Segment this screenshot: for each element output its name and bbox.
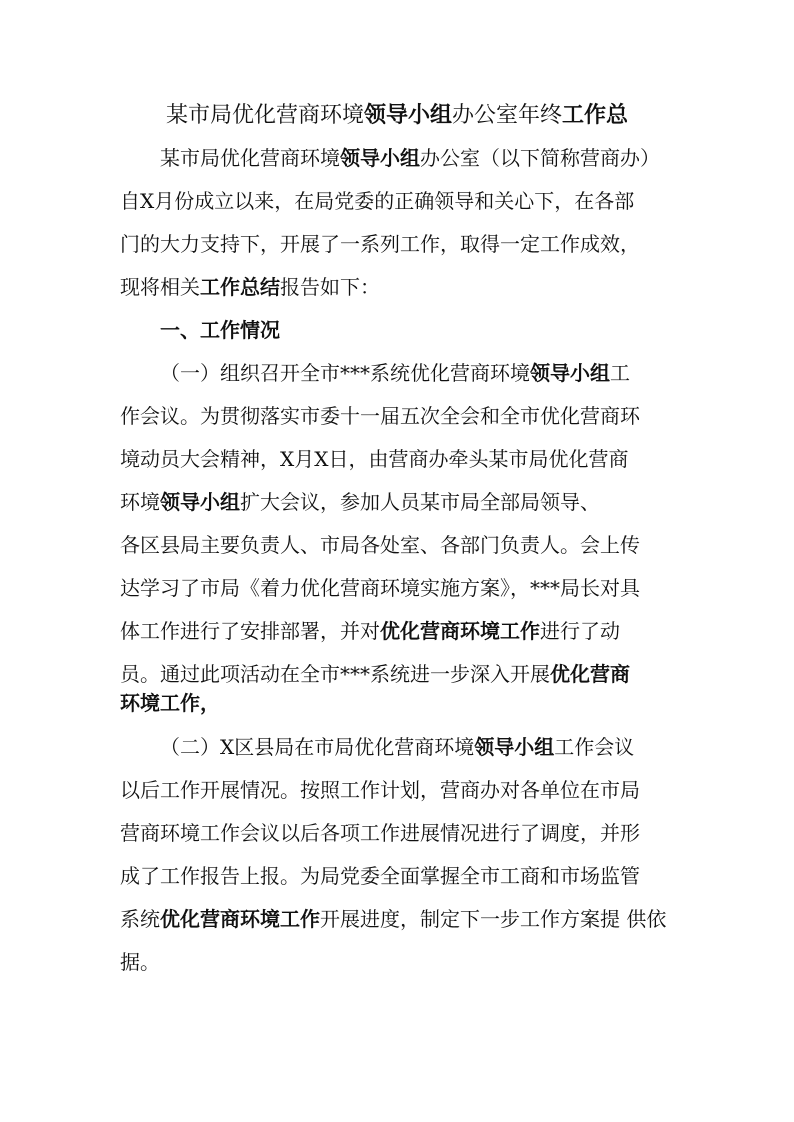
title-text-4: 工作总 <box>562 102 629 128</box>
item1-line-2: 作会议。为贯彻落实市委十一届五次全会和全市优化营商环 <box>120 404 640 428</box>
section-heading: 一、工作情况 <box>160 318 280 342</box>
intro-line-1: 某市局优化营商环境领导小组办公室（以下简称营商办） <box>160 146 660 170</box>
title-text-1: 某市局优化营商环境 <box>165 103 364 128</box>
document-title <box>0 95 794 136</box>
item1-line-1: （一）组织召开全市***系统优化营商环境领导小组工 <box>160 361 630 385</box>
item1-line-4: 环境领导小组扩大会议，参加人员某市局全部局领导、 <box>120 490 600 514</box>
intro-line-2: 自X月份成立以来，在局党委的正确领导和关心下，在各部 <box>120 189 635 213</box>
item1-line-9: 环境工作， <box>120 691 220 715</box>
item2-line-5: 系统优化营商环境工作开展进度，制定下一步工作方案提 供依 <box>120 907 667 931</box>
item1-line-3: 境动员大会精神，X月X日，由营商办牵头某市局优化营商 <box>120 447 629 471</box>
item1-line-8: 员。通过此项活动在全市***系统进一步深入开展优化营商 <box>120 662 630 686</box>
title-text-2: 领导小组 <box>363 102 452 128</box>
item2-line-4: 成了工作报告上报。为局党委全面掌握全市工商和市场监管 <box>120 864 640 888</box>
item1-line-6: 达学习了市局《着力优化营商环境实施方案》，***局长对具 <box>120 576 640 600</box>
intro-line-3: 门的大力支持下，开展了一系列工作，取得一定工作成效， <box>120 232 640 256</box>
intro-line-4: 现将相关工作总结报告如下： <box>120 275 380 299</box>
title-text-3: 办公室年终 <box>452 103 563 128</box>
item1-line-5: 各区县局主要负责人、市局各处室、各部门负责人。会上传 <box>120 533 640 557</box>
item2-line-3: 营商环境工作会议以后各项工作进展情况进行了调度，并形 <box>120 821 640 845</box>
item2-line-6: 据。 <box>120 950 160 974</box>
item1-line-7: 体工作进行了安排部署，并对优化营商环境工作进行了动 <box>120 619 620 643</box>
item2-line-1: （二）X区县局在市局优化营商环境领导小组工作会议 <box>160 735 635 759</box>
item2-line-2: 以后工作开展情况。按照工作计划，营商办对各单位在市局 <box>120 778 640 802</box>
